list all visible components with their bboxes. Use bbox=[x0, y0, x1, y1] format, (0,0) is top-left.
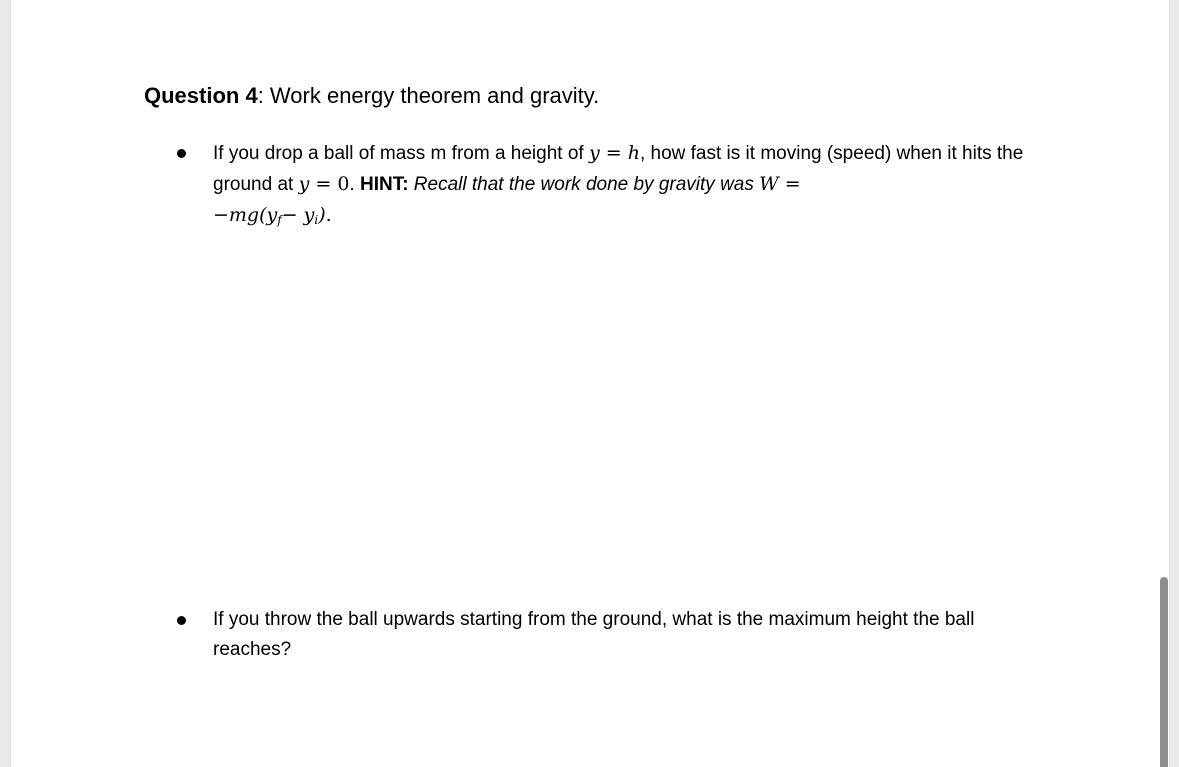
formula-part: ). bbox=[318, 204, 332, 226]
question-label: Question 4 bbox=[144, 83, 258, 108]
hint-text: Recall that the work done by gravity was bbox=[408, 174, 760, 195]
math-variable: W bbox=[759, 173, 779, 195]
formula-part: −mg(y bbox=[213, 204, 278, 226]
math-variable: y bbox=[588, 142, 600, 164]
hint-label: HINT: bbox=[359, 174, 409, 195]
math-operator: = bbox=[778, 173, 801, 195]
math-operator: = bbox=[309, 173, 338, 195]
work-formula bbox=[213, 204, 332, 226]
question-title bbox=[144, 83, 599, 109]
formula-part: − y bbox=[281, 204, 315, 226]
math-variable: h bbox=[627, 142, 640, 164]
question-text: , how fast is it moving (speed) when it hits the ground at bbox=[213, 143, 1024, 195]
math-variable: y bbox=[298, 173, 310, 195]
punctuation: . bbox=[349, 174, 360, 195]
question-text: If you drop a ball of mass m from a height of bbox=[213, 143, 589, 164]
vertical-scrollbar[interactable] bbox=[1160, 577, 1168, 767]
math-number: 0 bbox=[337, 173, 350, 195]
question-separator: : bbox=[257, 83, 264, 108]
document-page bbox=[11, 0, 1169, 767]
question-topic: Work energy theorem and gravity. bbox=[263, 83, 600, 108]
formula-subscript: f bbox=[277, 213, 282, 227]
bullet-icon bbox=[177, 616, 186, 625]
bullet-text: If you throw the ball upwards starting from the ground, what is the maximum height the ball reaches? bbox=[213, 609, 975, 660]
bullet-text bbox=[213, 138, 1053, 235]
bullet-icon bbox=[177, 149, 186, 158]
formula-subscript: i bbox=[314, 213, 319, 227]
math-operator: = bbox=[599, 142, 628, 164]
